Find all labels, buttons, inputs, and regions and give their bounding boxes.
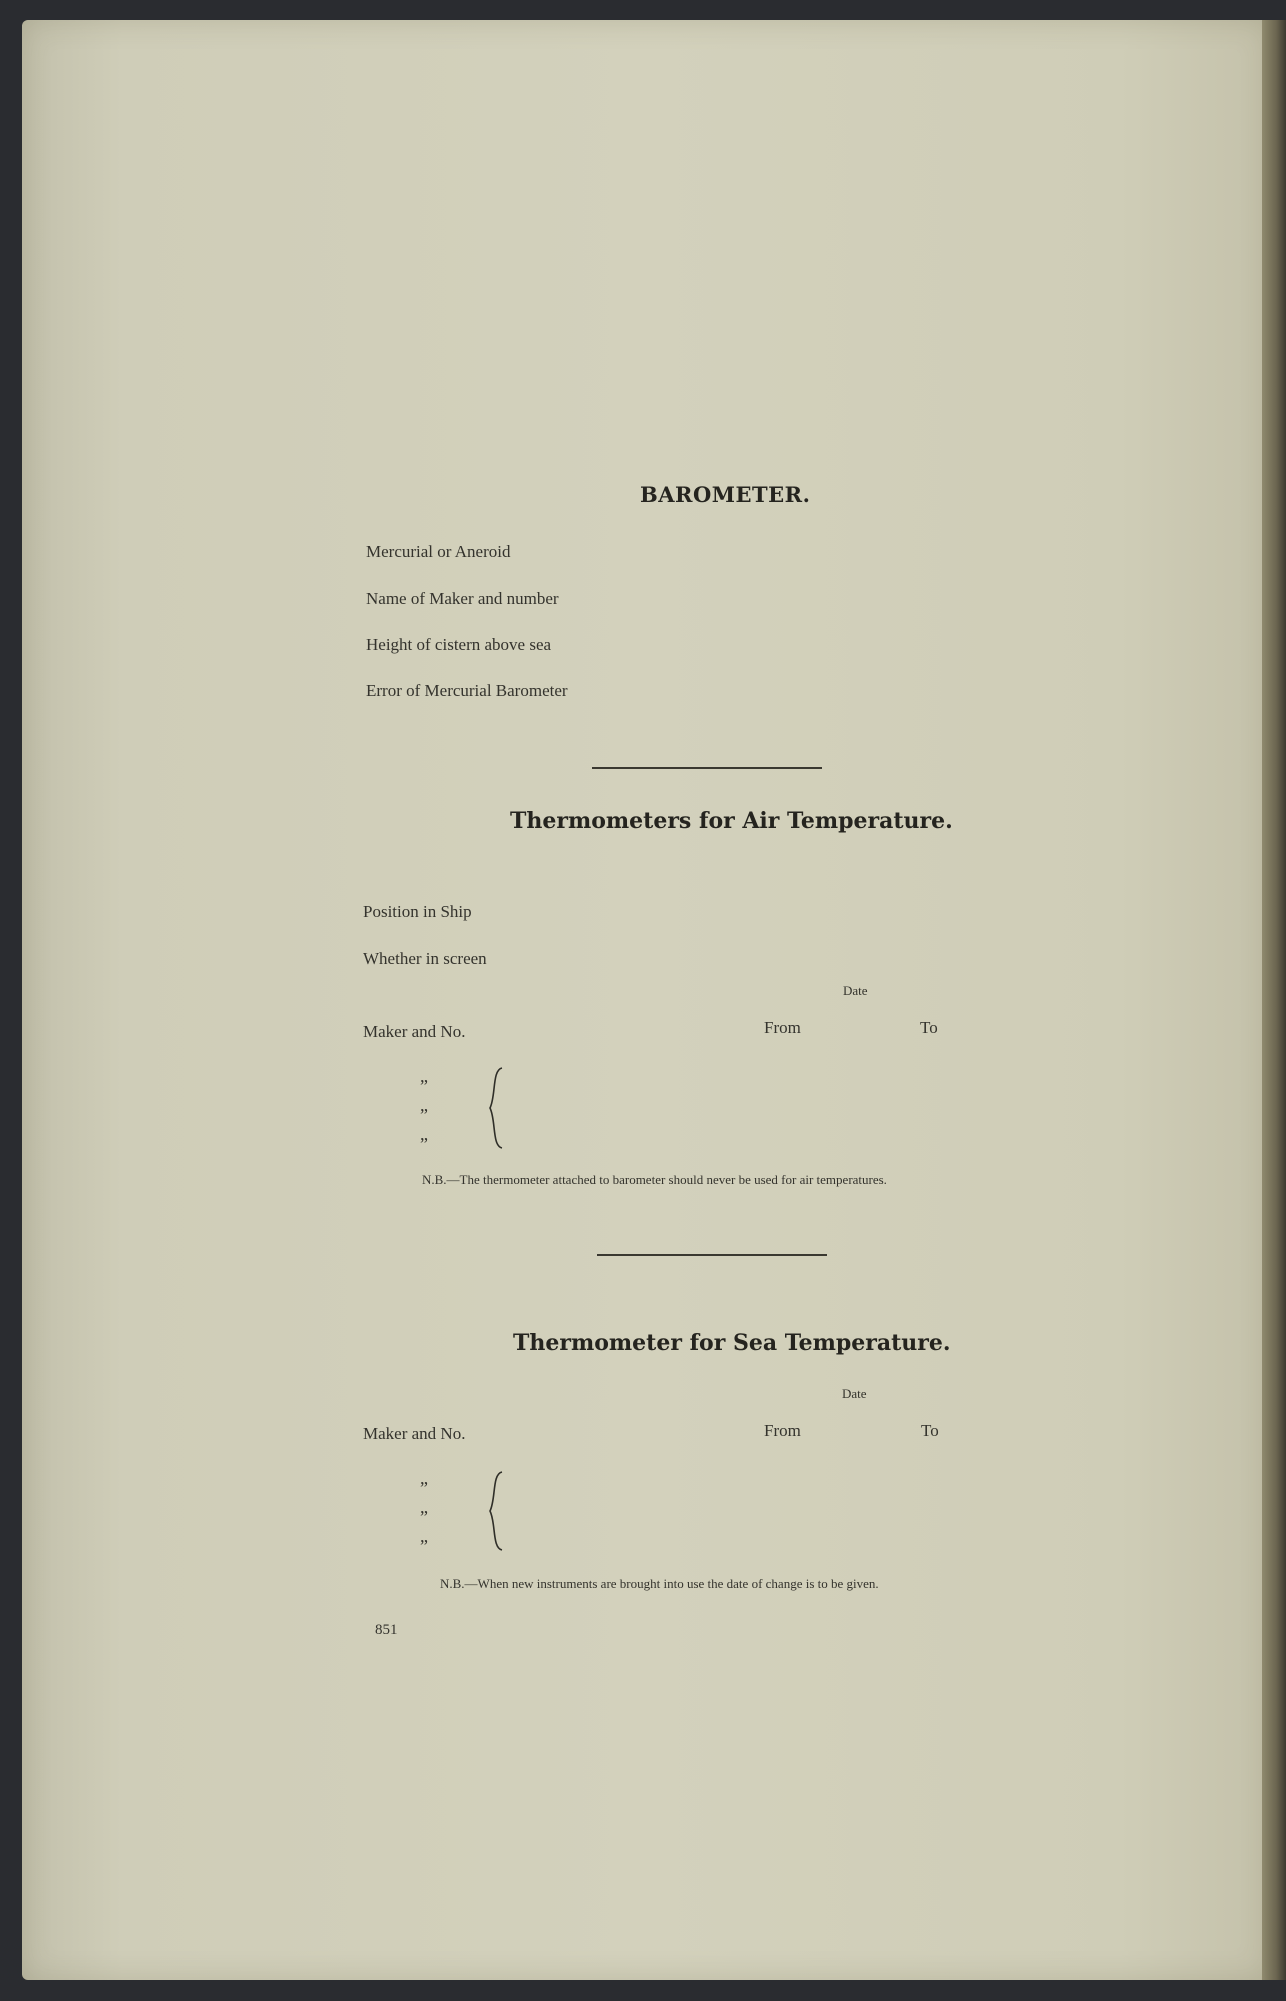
air-date-label: Date <box>843 983 868 998</box>
air-thermometers-heading: Thermometers for Air Temperature. <box>510 808 953 834</box>
air-note: N.B.—The thermometer attached to barometer should never be used for air temperatures. <box>422 1172 887 1187</box>
section-divider <box>592 767 822 769</box>
mercurial-or-aneroid-label: Mercurial or Aneroid <box>366 542 511 561</box>
barometer-heading: BAROMETER. <box>640 482 811 507</box>
air-maker-label: Maker and No. <box>363 1022 466 1041</box>
form-page <box>22 20 1270 1980</box>
sea-date-label: Date <box>842 1386 867 1401</box>
page-edge <box>1262 20 1286 1980</box>
sea-from-label: From <box>764 1421 801 1440</box>
sea-maker-label: Maker and No. <box>363 1424 466 1443</box>
sea-to-label: To <box>921 1421 939 1440</box>
ditto-mark: ” <box>420 1478 428 1498</box>
ditto-mark: ” <box>420 1536 428 1556</box>
ditto-mark: ” <box>420 1076 428 1096</box>
air-from-label: From <box>764 1018 801 1037</box>
ditto-mark: ” <box>420 1134 428 1154</box>
air-to-label: To <box>920 1018 938 1037</box>
sea-thermometer-heading: Thermometer for Sea Temperature. <box>513 1330 951 1356</box>
page-number: 851 <box>375 1622 398 1638</box>
position-in-ship-label: Position in Ship <box>363 902 472 921</box>
maker-number-label: Name of Maker and number <box>366 589 559 608</box>
brace-icon <box>484 1066 508 1150</box>
ditto-mark: ” <box>420 1507 428 1527</box>
sea-note: N.B.—When new instruments are brought into use the date of change is to be given. <box>440 1576 879 1591</box>
whether-in-screen-label: Whether in screen <box>363 949 487 968</box>
section-divider <box>597 1254 827 1256</box>
cistern-height-label: Height of cistern above sea <box>366 635 552 654</box>
brace-icon <box>484 1470 508 1552</box>
ditto-mark: ” <box>420 1105 428 1125</box>
barometer-error-label: Error of Mercurial Barometer <box>366 681 568 700</box>
